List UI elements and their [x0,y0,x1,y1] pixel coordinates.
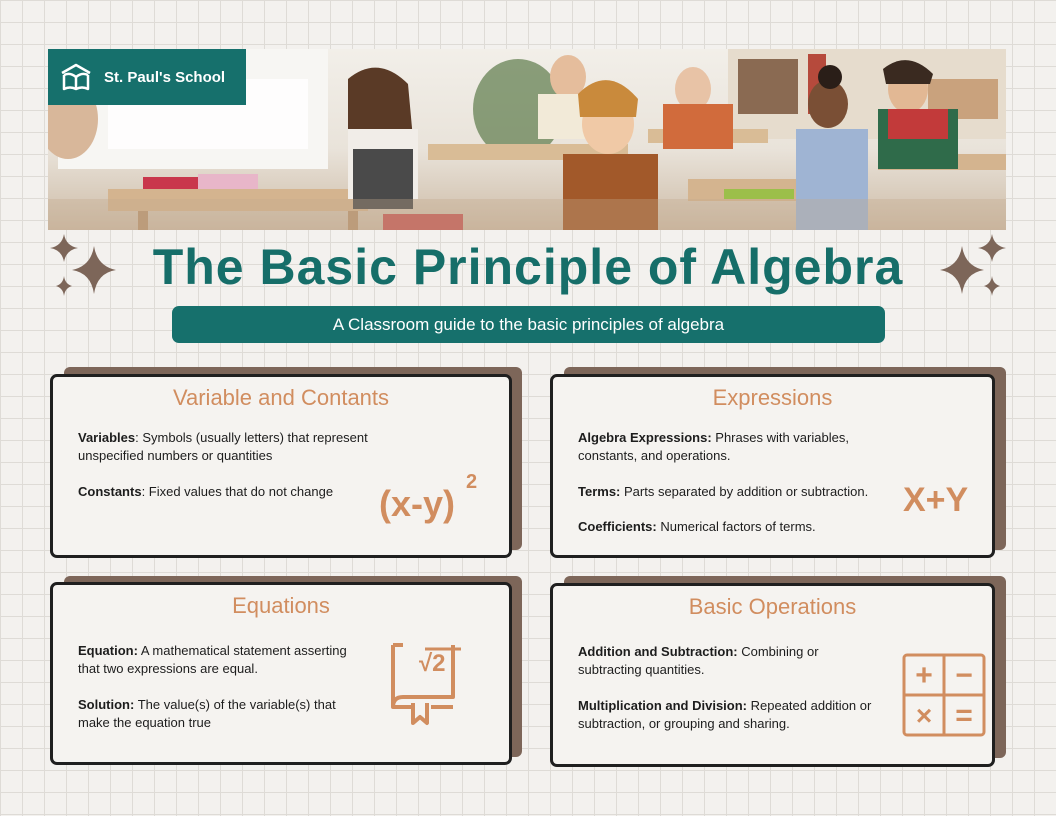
formula-illustration: (x-y) 2 [379,471,478,524]
school-name: St. Paul's School [104,68,226,86]
minus-glyph: − [955,659,973,692]
card-title: Expressions [712,385,833,410]
card-variables [50,374,512,558]
calculator-icon [901,652,987,738]
item-addition-subtraction: Addition and Subtraction: Combining or subtracting quantities. [578,644,819,677]
item-constants: Constants: Fixed values that do not change [78,484,334,499]
sqrt2-glyph: √2 [419,650,446,677]
equals-glyph: = [955,699,973,732]
times-glyph: × [915,700,933,731]
item-equation: Equation: A mathematical statement asserting that two expressions are equal. [78,643,347,676]
math-book-icon [387,641,467,727]
item-variables: Variables: Symbols (usually letters) that represent unspecified numbers or quantities [78,430,368,463]
page-subtitle: A Classroom guide to the basic principles of algebra [172,306,885,343]
item-solution: Solution: The value(s) of the variable(s) that make the equation true [78,697,336,730]
item-algebra-expressions: Algebra Expressions: Phrases with variables, constants, and operations. [578,430,849,463]
card-operations [550,583,995,767]
card-title: Basic Operations [688,594,857,619]
school-badge [48,49,246,105]
item-terms: Terms: Parts separated by addition or subtraction. [578,484,869,499]
card-title: Equations [232,593,330,618]
x-plus-y-illustration: X+Y [903,481,969,519]
item-multiplication-division: Multiplication and Division: Repeated addition or subtraction, or grouping and sharing. [578,698,872,731]
card-equations [50,582,512,765]
card-expressions [550,374,995,558]
page-title: The Basic Principle of Algebra [152,239,904,295]
item-coefficients: Coefficients: Numerical factors of terms. [578,519,816,534]
plus-glyph: + [915,659,933,692]
card-title: Variable and Contants [172,385,390,410]
school-book-icon [58,59,94,95]
